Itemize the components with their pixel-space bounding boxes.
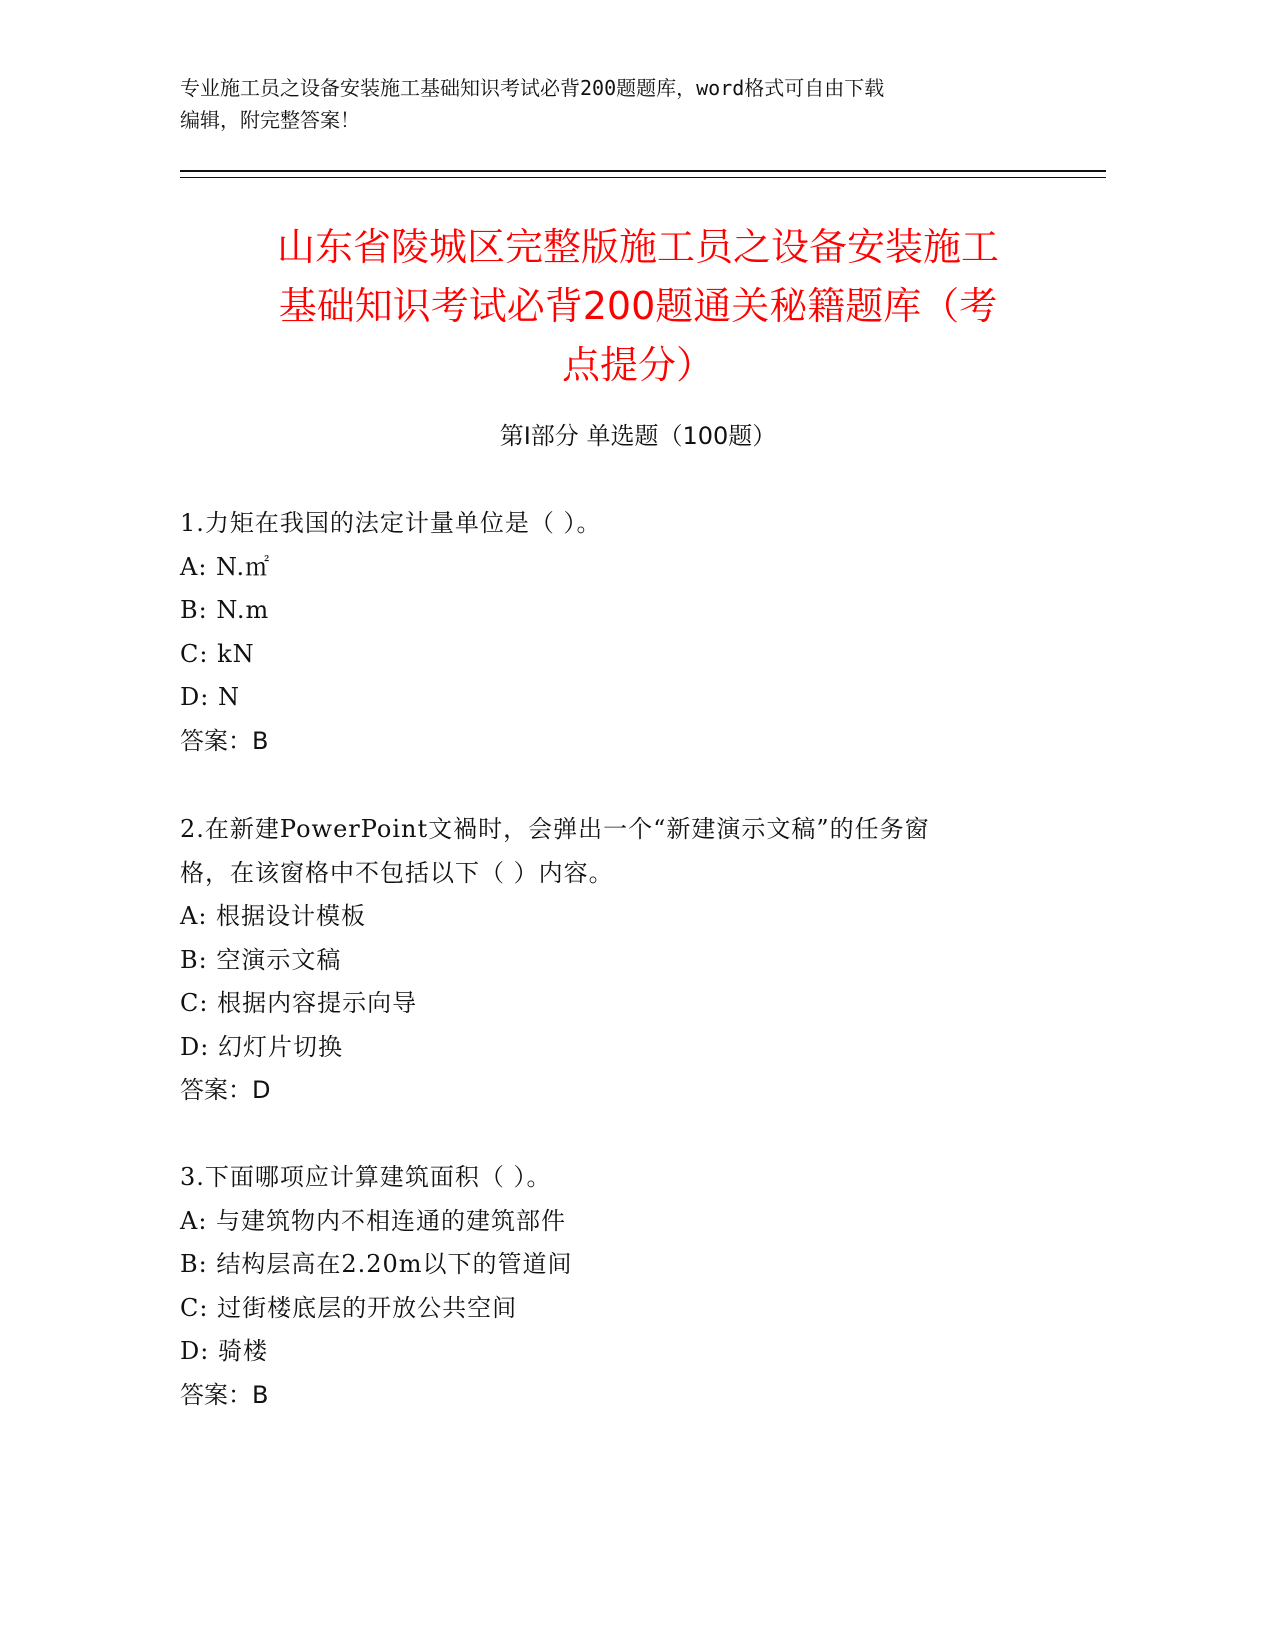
question-block	[180, 808, 1080, 1113]
header-note-line: 编辑，附完整答案！	[180, 108, 360, 132]
option-a: A: 与建筑物内不相连通的建筑部件	[180, 1206, 567, 1235]
option-d: D: N	[180, 683, 240, 711]
section-heading: 第Ⅰ部分 单选题（100题）	[499, 422, 777, 450]
option-d: D: 幻灯片切换	[180, 1032, 343, 1061]
question-stem: 3.下面哪项应计算建筑面积（ ）。	[180, 1163, 552, 1191]
option-b: B: 结构层高在2.20m以下的管道间	[180, 1250, 573, 1278]
title-line: 点提分）	[561, 343, 714, 387]
option-c: C: kN	[180, 639, 255, 668]
answer-line: 答案：B	[180, 726, 269, 755]
document-title	[180, 218, 1096, 395]
option-b: B: 空演示文稿	[180, 945, 342, 974]
question-block	[180, 502, 1080, 763]
header-divider	[180, 177, 1106, 178]
title-line: 山东省陵城区完整版施工员之设备安装施工	[276, 225, 999, 269]
question-stem: 2.在新建PowerPoint文禍时，会弹出一个“新建演示文稿”的任务窗	[180, 815, 930, 843]
question-stem: 1.力矩在我国的法定计量单位是（ ）。	[180, 509, 602, 537]
option-b: B: N.m	[180, 596, 270, 624]
answer-line: 答案：B	[180, 1380, 269, 1409]
header-note	[180, 72, 1040, 136]
answer-line: 答案：D	[180, 1076, 271, 1104]
title-line: 基础知识考试必背200题通关秘籍题库（考	[278, 284, 998, 328]
option-c: C: 根据内容提示向导	[180, 989, 418, 1017]
option-d: D: 骑楼	[180, 1337, 268, 1365]
option-a: A: 根据设计模板	[180, 902, 367, 930]
question-block	[180, 1156, 1080, 1417]
header-divider	[180, 170, 1106, 172]
question-stem: 格，在该窗格中不包括以下（ ）内容。	[180, 858, 614, 887]
header-note-line: 专业施工员之设备安装施工基础知识考试必背200题题库，word格式可自由下载	[180, 76, 885, 100]
option-c: C: 过街楼底层的开放公共空间	[180, 1293, 518, 1322]
option-a: A: N.㎡	[180, 552, 271, 581]
